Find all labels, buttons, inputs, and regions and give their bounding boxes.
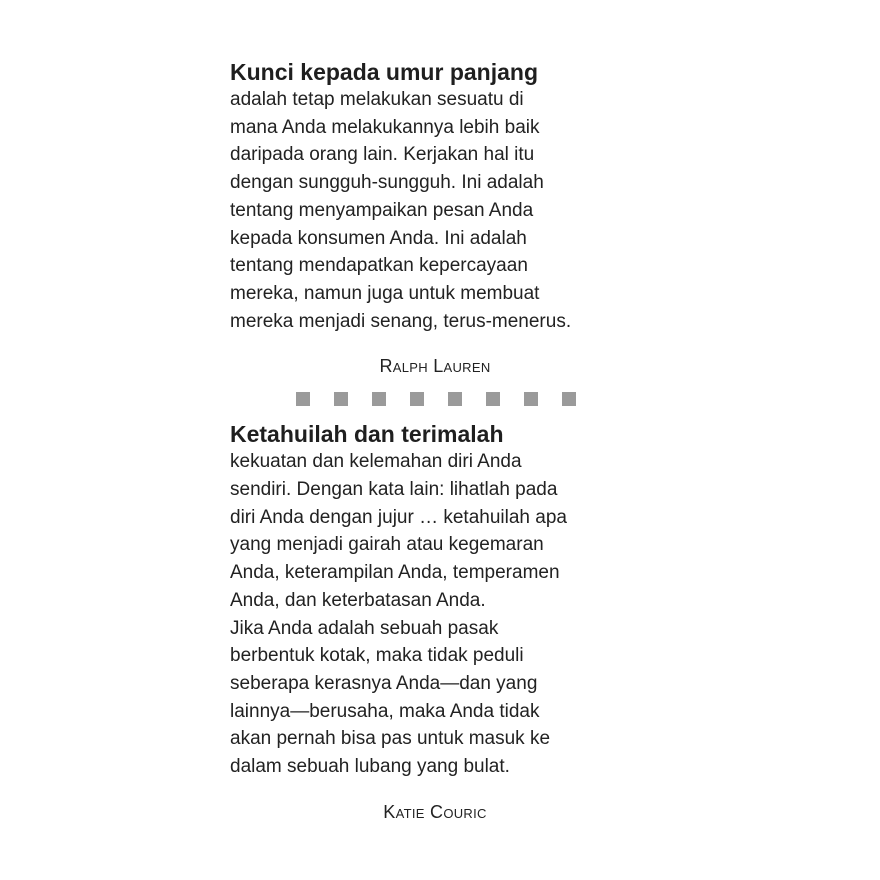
quote-body: adalah tetap melakukan sesuatu di mana Anda melakukannya lebih baik daripada orang lain. Kerjakan hal itu dengan sungguh-sungguh. Ini adalah tentang menyampaikan pesan Anda kepada konsumen Anda. Ini adalah tentang mendapatkan kepercayaan mereka, namun juga untuk membuat mereka menjadi senang, terus-menerus. [230,89,572,332]
quote-heading: Kunci kepada umur panjang [230,59,538,85]
divider-square [486,392,500,406]
quote-block-1 [230,58,640,377]
quote-author: Ralph Lauren [379,356,491,377]
quote-body: kekuatan dan kelemahan diri Anda sendiri. Dengan kata lain: lihatlah pada diri Anda dengan jujur … ketahuilah apa yang menjadi gairah atau kegemaran Anda, keterampilan Anda, temperamen Anda, dan keterbatasan Anda. Jika Anda adalah sebuah pasak berbentuk kotak, maka tidak peduli seberapa kerasnya Anda—dan yang lainnya—berusaha, maka Anda tidak akan pernah bisa pas untuk masuk ke dalam sebuah lubang yang bulat. [230,451,567,778]
quotes-column [230,58,640,823]
section-divider [230,392,640,406]
divider-square [562,392,576,406]
quote-heading: Ketahuilah dan terimalah [230,421,504,448]
divider-square [296,392,310,406]
divider-square [334,392,348,406]
divider-square [524,392,538,406]
divider-square [410,392,424,406]
divider-square [448,392,462,406]
divider-square [372,392,386,406]
quote-author: Katie Couric [383,801,487,822]
quote-block-2 [230,420,640,822]
